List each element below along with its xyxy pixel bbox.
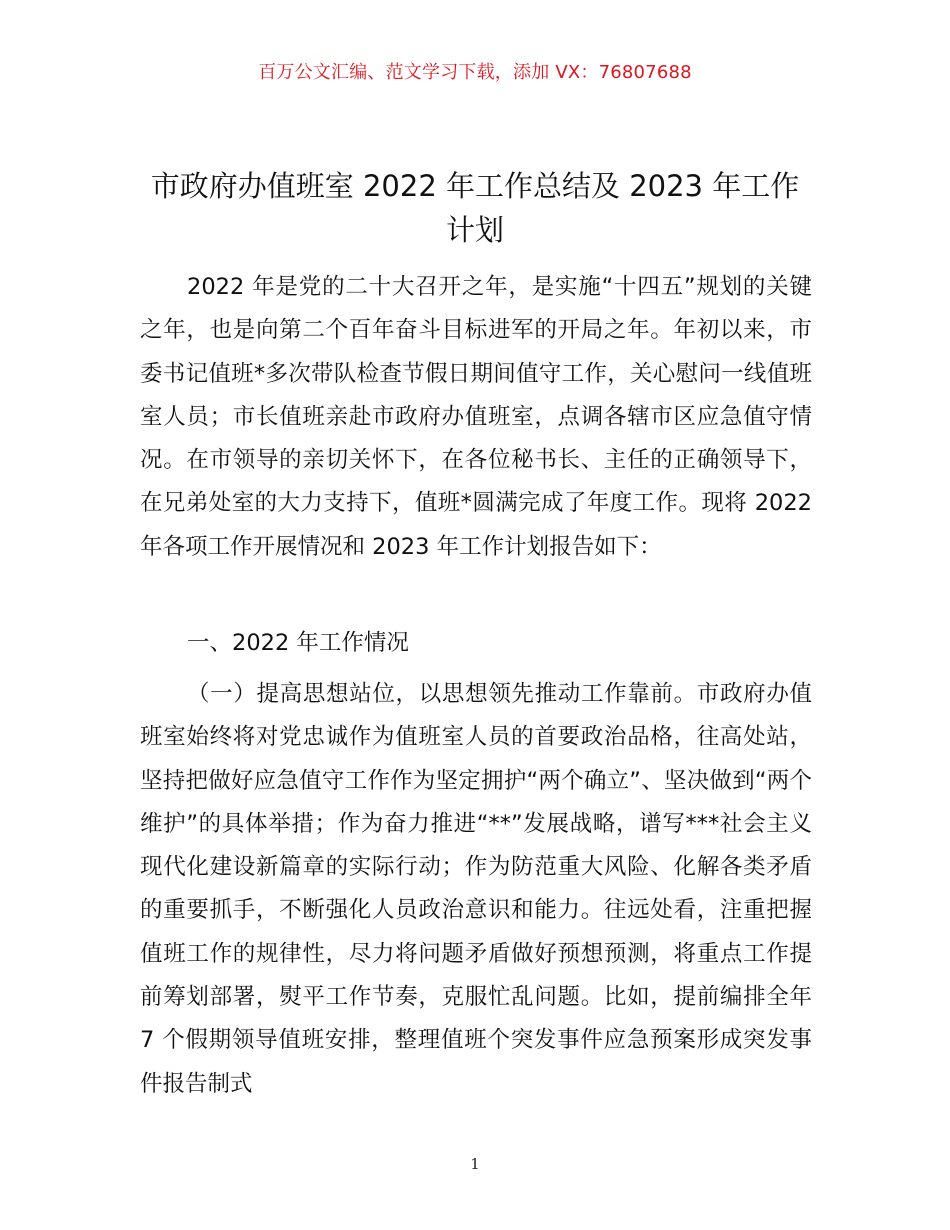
document-title: 市政府办值班室 2022 年工作总结及 2023 年工作计划	[150, 169, 800, 247]
header-banner: 百万公文汇编、范文学习下载，添加 VX：76807688	[258, 62, 692, 83]
paragraph-section-1: （一）提高思想站位，以思想领先推动工作靠前。市政府办值班室始终将对党忠诚作为值班室人员的首要政治品格，往高处站，坚持把做好应急值守工作作为坚定拥护“两个确立”、坚决做到“两个维护”的具体举措；作为奋力推进“**”发展战略，谱写***社会主义现代化建设新篇章的实际行动；作为防范重大风险、化解各类矛盾的重要抓手，不断强化人员政治意识和能力。往远处看，注重把握值班工作的规律性，尽力将问题矛盾做好预想预测，将重点工作提前筹划部署，熨平工作节奏，克服忙乱问题。比如，提前编排全年 7 个假期领导值班安排，整理值班个突发事件应急预案形成突发事件报告制式	[140, 681, 812, 1097]
section-heading: 一、2022 年工作情况	[187, 630, 409, 656]
paragraph-intro: 2022 年是党的二十大召开之年，是实施“十四五”规划的关键之年，也是向第二个百年奋斗目标进军的开局之年。年初以来，市委书记值班*多次带队检查节假日期间值守工作，关心慰问一线值班室人员；市长值班亲赴市政府办值班室，点调各辖市区应急值守情况。在市领导的亲切关怀下，在各位秘书长、主任的正确领导下，在兄弟处室的大力支持下，值班*圆满完成了年度工作。现将 2022 年各项工作开展情况和 2023 年工作计划报告如下：	[140, 274, 812, 560]
page-number: 1	[470, 1155, 480, 1173]
